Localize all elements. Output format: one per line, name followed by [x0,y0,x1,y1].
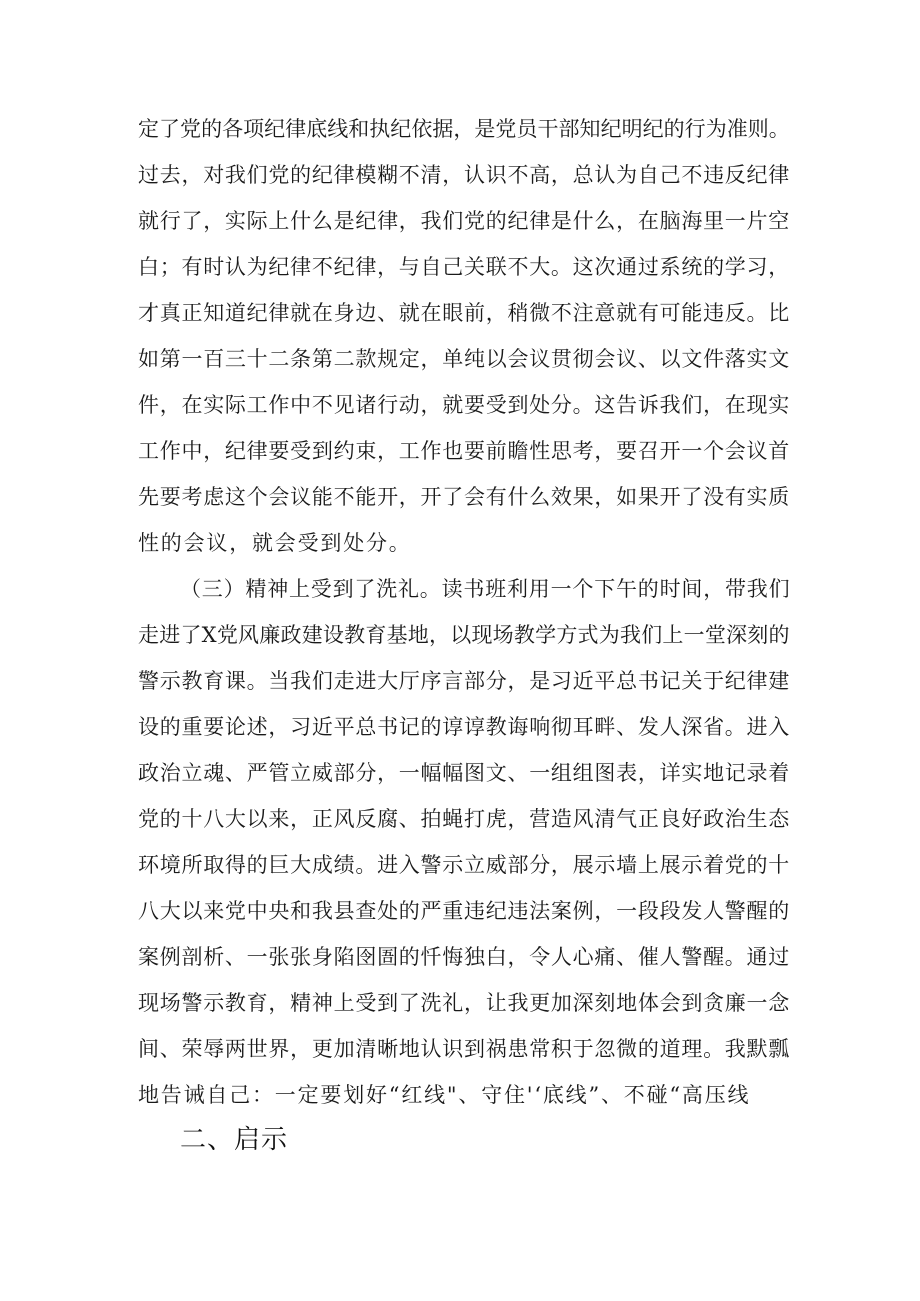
paragraph-2-line-2: 走进了X党风廉政建设教育基地，以现场教学方式为我们上一堂深刻的 [138,623,790,647]
section-heading: 二、启示 [180,1125,289,1155]
paragraph-1-line-3: 就行了，实际上什么是纪律，我们党的纪律是什么，在脑海里一片空 [138,209,790,233]
paragraph-2-line-5: 政治立魂、严管立威部分，一幅幅图文、一组组图表，详实地记录着 [138,761,790,785]
paragraph-2-line-9: 案例剖析、一张张身陷囹圄的忏悔独白，令人心痛、催人警醒。通过 [138,945,790,969]
paragraph-1-line-8: 工作中，纪律要受到约束，工作也要前瞻性思考，要召开一个会议首 [138,439,790,463]
paragraph-1-line-1: 定了党的各项纪律底线和执纪依据，是党员干部知纪明纪的行为准则。 [138,117,790,141]
paragraph-1-line-10: 性的会议，就会受到处分。 [138,531,412,555]
paragraph-1-line-2: 过去，对我们党的纪律模糊不清，认识不高，总认为自己不违反纪律 [138,163,790,187]
paragraph-2-line-1: （三）精神上受到了洗礼。读书班利用一个下午的时间，带我们 [180,577,791,601]
paragraph-2-line-11: 间、荣辱两世界，更加清晰地认识到祸患常积于忽微的道理。我默瓢 [138,1037,790,1061]
paragraph-2-line-6: 党的十八大以来，正风反腐、拍蝇打虎，营造风清气正良好政治生态 [138,807,790,831]
paragraph-2-line-12: 地告诫自己：一定要划好“红线"、守住'‘底线”、不碰“高压线 [138,1083,751,1107]
paragraph-2-line-7: 环境所取得的巨大成绩。进入警示立威部分，展示墙上展示着党的十 [138,853,790,877]
paragraph-1-line-6: 如第一百三十二条第二款规定，单纯以会议贯彻会议、以文件落实文 [138,347,790,371]
paragraph-2-line-4: 设的重要论述，习近平总书记的谆谆教诲响彻耳畔、发人深省。进入 [138,715,790,739]
paragraph-2-line-8: 八大以来党中央和我县查处的严重违纪违法案例，一段段发人警醒的 [138,899,790,923]
paragraph-1-line-9: 先要考虑这个会议能不能开，开了会有什么效果，如果开了没有实质 [138,485,790,509]
paragraph-2-line-3: 警示教育课。当我们走进大厅序言部分，是习近平总书记关于纪律建 [138,669,790,693]
paragraph-1-line-4: 白；有时认为纪律不纪律，与自己关联不大。这次通过系统的学习， [138,255,790,279]
paragraph-1-line-7: 件，在实际工作中不见诸行动，就要受到处分。这告诉我们，在现实 [138,393,790,417]
paragraph-2-line-10: 现场警示教育，精神上受到了洗礼，让我更加深刻地体会到贪廉一念 [138,991,790,1015]
paragraph-1-line-5: 才真正知道纪律就在身边、就在眼前，稍微不注意就有可能违反。比 [138,301,790,325]
